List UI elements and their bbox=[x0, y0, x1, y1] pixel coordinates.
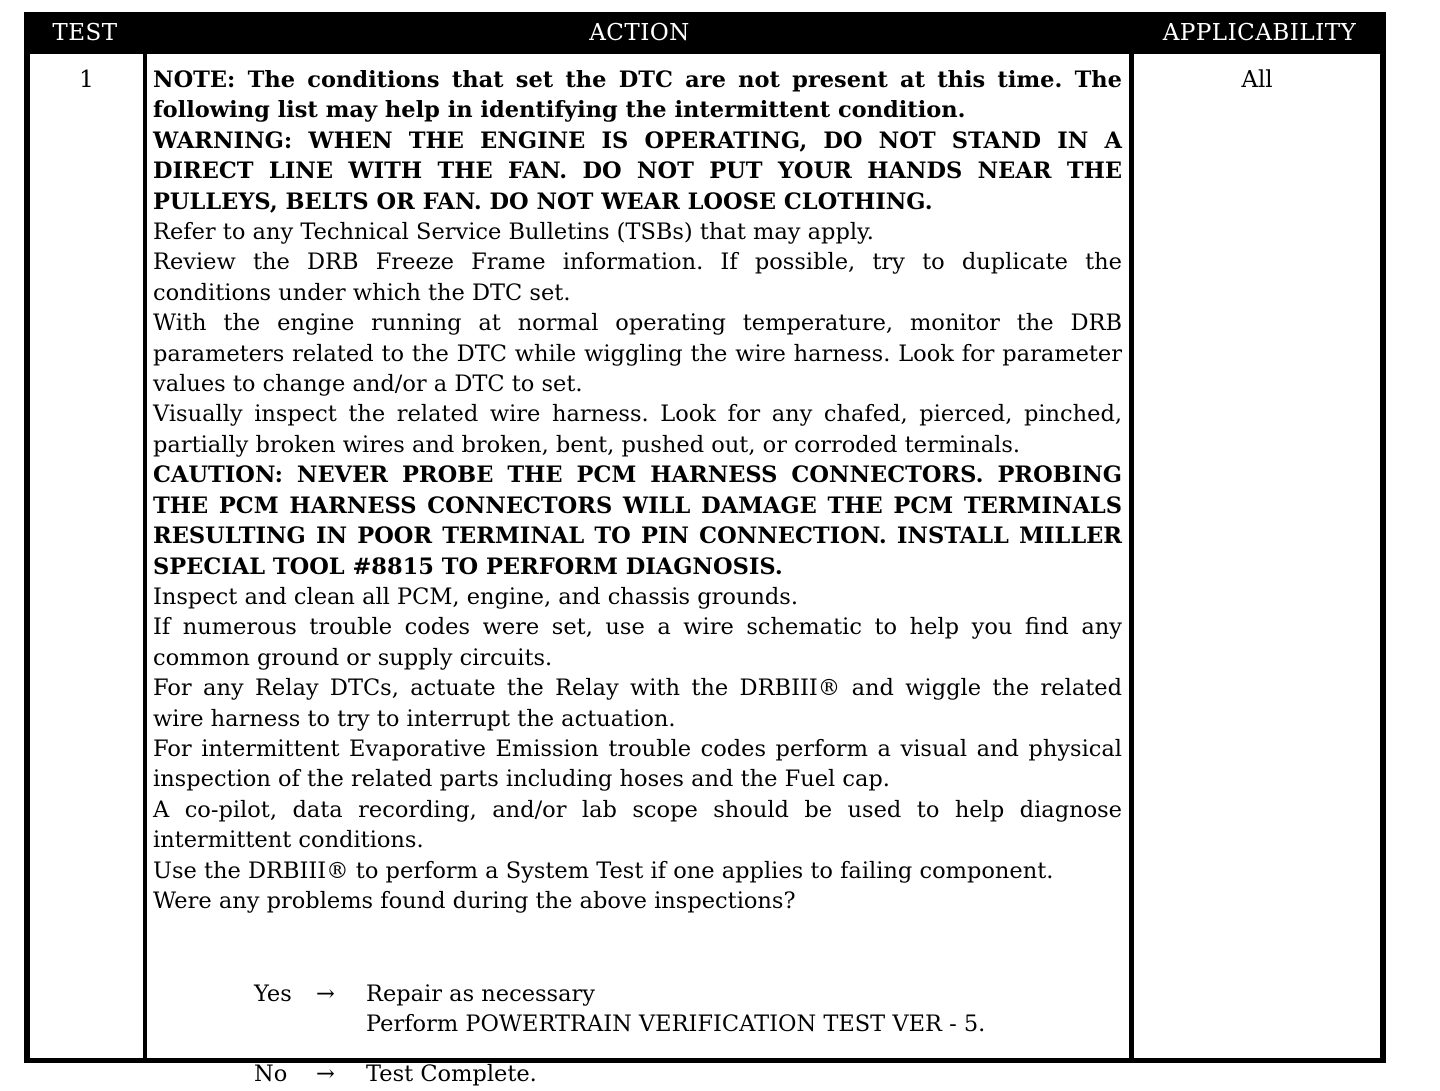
applicability-value: All bbox=[1241, 67, 1273, 93]
arrow-right-icon: → bbox=[316, 1061, 335, 1087]
action-step: Use the DRBIII® to perform a System Test if one applies to failing component. bbox=[153, 857, 1054, 884]
action-step: A co-pilot, data recording, and/or lab scope should be used to help diagnose intermittent conditions. bbox=[153, 796, 1122, 854]
note-paragraph: NOTE: The conditions that set the DTC are not present at this time. The following list may help in identifying the intermittent condition. bbox=[153, 67, 1122, 124]
result-yes bbox=[254, 979, 1114, 1041]
test-number: 1 bbox=[79, 67, 94, 93]
header-test: TEST bbox=[52, 20, 118, 46]
result-no-label: No bbox=[254, 1061, 288, 1087]
result-yes-line1: Repair as necessary bbox=[366, 981, 595, 1007]
action-step: Refer to any Technical Service Bulletins (TSBs) that may apply. bbox=[153, 219, 874, 246]
action-step: With the engine running at normal operating temperature, monitor the DRB parameters related to the DTC while wiggling the wire harness. Look for parameter values to change and/or a DTC to set. bbox=[153, 310, 1122, 398]
header-action: ACTION bbox=[589, 20, 690, 46]
warning-paragraph: WARNING: WHEN THE ENGINE IS OPERATING, DO NOT STAND IN A DIRECT LINE WITH THE FAN. DO NOT PUT YOUR HANDS NEAR THE PULLEYS, BELTS OR FAN. DO NOT WEAR LOOSE CLOTHING. bbox=[153, 127, 1122, 215]
result-no bbox=[254, 1059, 1114, 1091]
action-step: For any Relay DTCs, actuate the Relay with the DRBIII® and wiggle the related wire harness to try to interrupt the actuation. bbox=[153, 675, 1122, 732]
result-yes-text bbox=[366, 979, 1106, 1040]
action-step: Review the DRB Freeze Frame information. If possible, try to duplicate the conditions under which the DTC set. bbox=[153, 249, 1122, 306]
header-applicability: APPLICABILITY bbox=[1162, 20, 1357, 46]
caution-paragraph: CAUTION: NEVER PROBE THE PCM HARNESS CONNECTORS. PROBING THE PCM HARNESS CONNECTORS WILL DAMAGE THE PCM TERMINALS RESULTING IN POOR TERMINAL TO PIN CONNECTION. INSTALL MILLER SPECIAL TOOL #8815 TO PERFORM DIAGNOSIS. bbox=[153, 462, 1122, 580]
arrow-right-icon: → bbox=[316, 981, 335, 1007]
result-no-text: Test Complete. bbox=[366, 1061, 537, 1087]
question: Were any problems found during the above inspections? bbox=[153, 887, 796, 914]
diagnostic-table bbox=[24, 12, 1386, 1087]
action-text bbox=[153, 65, 1122, 916]
action-step: If numerous trouble codes were set, use a wire schematic to help you find any common ground or supply circuits. bbox=[153, 614, 1122, 671]
action-step: For intermittent Evaporative Emission trouble codes perform a visual and physical inspection of the related parts including hoses and the Fuel cap. bbox=[153, 735, 1122, 793]
result-yes-line2: Perform POWERTRAIN VERIFICATION TEST VER - 5. bbox=[366, 1011, 986, 1038]
test-cell bbox=[30, 54, 143, 1058]
table-header bbox=[24, 12, 1386, 54]
applicability-cell bbox=[1134, 54, 1380, 1058]
action-cell bbox=[147, 54, 1129, 1087]
result-yes-label: Yes bbox=[254, 981, 292, 1007]
action-step: Inspect and clean all PCM, engine, and chassis grounds. bbox=[153, 583, 798, 610]
action-step: Visually inspect the related wire harness. Look for any chafed, pierced, pinched, partially broken wires and broken, bent, pushed out, or corroded terminals. bbox=[153, 401, 1122, 458]
